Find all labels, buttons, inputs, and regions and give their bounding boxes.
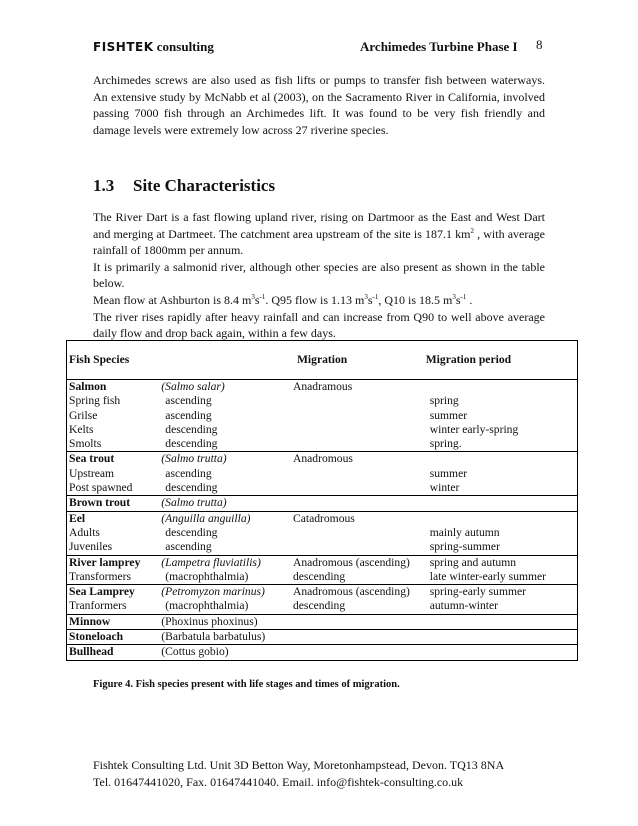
table-header-row xyxy=(67,341,578,380)
latin-name-cell: ascending xyxy=(165,466,212,480)
migration-period-cell: spring and autumn xyxy=(424,555,578,570)
table-row xyxy=(67,394,578,408)
latin-name-cell: (Lampetra fluviatilis) xyxy=(159,555,291,570)
species-name-cell: Salmon xyxy=(69,380,107,393)
species-name-cell: Stoneloach xyxy=(67,630,160,645)
migration-cell: descending xyxy=(292,599,346,613)
latin-name-cell: ascending xyxy=(165,540,212,554)
migration-cell: descending xyxy=(292,569,346,583)
migration-period-cell: spring. xyxy=(429,437,462,451)
table-row xyxy=(67,540,578,555)
migration-period-cell xyxy=(424,511,578,526)
migration-cell xyxy=(291,496,424,511)
migration-cell: Anadramous xyxy=(292,380,353,393)
migration-period-cell: autumn-winter xyxy=(429,599,498,613)
latin-name-cell: ascending xyxy=(165,408,212,422)
brand-name xyxy=(93,39,214,55)
migration-period-cell: mainly autumn xyxy=(429,525,500,539)
table-row xyxy=(67,570,578,585)
figure-caption: Figure 4. Fish species present with life stages and times of migration. xyxy=(93,679,400,690)
intro-paragraph: Archimedes screws are also used as fish lifts or pumps to transfer fish between waterways. An extensive study by McNabb et al (2003), on the Sacramento River in California, involved passing 7000 fish through an Archimedes lift. It was found to be very fish friendly and damage levels were extremely low across 27 riverine species. xyxy=(93,73,545,137)
document-title: Archimedes Turbine Phase I xyxy=(360,39,518,54)
table-row xyxy=(67,380,578,395)
migration-cell xyxy=(291,645,424,660)
page-number: 8 xyxy=(536,37,543,52)
table-row xyxy=(67,585,578,600)
species-name-cell: Minnow xyxy=(67,614,160,629)
species-name-cell: Adults xyxy=(69,525,100,539)
latin-name-cell: (Salmo trutta) xyxy=(159,452,291,467)
migration-cell: Anadromous xyxy=(291,452,424,467)
latin-name-cell: (Salmo trutta) xyxy=(159,496,291,511)
section-number: 1.3 xyxy=(93,176,115,195)
brand-logo: FISHTEK xyxy=(93,40,154,54)
species-name-cell: Transformers xyxy=(69,569,132,583)
species-name-cell: Brown trout xyxy=(67,496,160,511)
latin-name-cell: descending xyxy=(165,437,218,451)
latin-name-cell: (Cottus gobio) xyxy=(159,645,291,660)
table-row xyxy=(67,599,578,614)
table-row xyxy=(67,467,578,481)
site-paragraph-catchment: The River Dart is a fast flowing upland river, rising on Dartmoor as the East and West Dart and merging at Dartmeet. The catchment area upstream of the site is 187.1 $km^2$ , with average rainfall of 1800mm per annum. xyxy=(93,210,545,258)
site-paragraph-flow: Mean flow at Ashburton is 8.4 $m^3s^{-1}$. Q95 flow is 1.13 $m^3s^{-1}$, Q10 is 18.5 $m^3s^{-1}$ . xyxy=(93,292,473,307)
migration-cell: Anadromous (ascending) xyxy=(291,585,424,600)
migration-period-cell: summer xyxy=(429,466,468,480)
header-migration: Migration xyxy=(291,341,424,380)
species-name-cell: Eel xyxy=(67,511,160,526)
table-row xyxy=(67,630,578,645)
migration-period-cell xyxy=(424,452,578,467)
table-row xyxy=(67,437,578,452)
species-name-cell: River lamprey xyxy=(67,555,160,570)
section-title: Site Characteristics xyxy=(133,176,276,195)
table-row xyxy=(67,423,578,437)
species-name-cell: Kelts xyxy=(69,422,94,436)
species-name-cell: Juveniles xyxy=(69,540,113,554)
species-name-cell: Smolts xyxy=(69,437,102,451)
migration-period-cell xyxy=(424,496,578,511)
table-row xyxy=(67,614,578,629)
site-characteristics-text xyxy=(93,209,545,342)
migration-cell xyxy=(291,630,424,645)
migration-period-cell: spring xyxy=(429,394,459,408)
table-row xyxy=(67,452,578,467)
migration-period-cell xyxy=(424,645,578,660)
migration-cell xyxy=(291,540,424,555)
migration-period-cell xyxy=(424,380,578,395)
page-footer xyxy=(93,757,504,790)
table-row xyxy=(67,645,578,660)
migration-period-cell: late winter-early summer xyxy=(429,569,547,583)
table-row xyxy=(67,481,578,496)
latin-name-cell: (Barbatula barbatulus) xyxy=(159,630,291,645)
migration-cell xyxy=(291,526,424,540)
site-paragraph-species: It is primarily a salmonid river, although other species are also present as shown in the table below. xyxy=(93,259,545,291)
species-name-cell: Spring fish xyxy=(69,394,121,408)
migration-period-cell xyxy=(424,614,578,629)
migration-cell xyxy=(291,394,424,408)
latin-name-cell: descending xyxy=(165,525,218,539)
species-name-cell: Sea Lamprey xyxy=(67,585,160,600)
migration-cell xyxy=(291,467,424,481)
migration-cell: Anadromous (ascending) xyxy=(291,555,424,570)
site-paragraph-rises: The river rises rapidly after heavy rainfall and can increase from Q90 to well above average daily flow and drop back again, within a few days. xyxy=(93,309,545,341)
species-name-cell: Upstream xyxy=(69,466,115,480)
migration-cell xyxy=(291,437,424,452)
footer-address: Fishtek Consulting Ltd. Unit 3D Betton Way, Moretonhampstead, Devon. TQ13 8NA xyxy=(93,758,505,772)
latin-name-cell: (Anguilla anguilla) xyxy=(159,511,291,526)
header-fish-species: Fish Species xyxy=(67,341,291,380)
species-name-cell: Grilse xyxy=(69,408,98,422)
latin-name-cell: (macrophthalmia) xyxy=(165,569,249,583)
fish-species-table xyxy=(66,340,578,661)
latin-name-cell: ascending xyxy=(165,394,212,408)
latin-name-cell: descending xyxy=(165,422,218,436)
species-name-cell: Tranformers xyxy=(69,599,127,613)
migration-cell xyxy=(291,614,424,629)
table-row xyxy=(67,496,578,511)
migration-period-cell: summer xyxy=(429,408,468,422)
migration-period-cell: spring-early summer xyxy=(424,585,578,600)
migration-cell xyxy=(291,423,424,437)
migration-cell: Catadromous xyxy=(291,511,424,526)
table-row xyxy=(67,555,578,570)
migration-cell xyxy=(291,409,424,423)
migration-period-cell xyxy=(424,630,578,645)
table-row xyxy=(67,511,578,526)
footer-contact: Tel. 01647441020, Fax. 01647441040. Email. info@fishtek-consulting.co.uk xyxy=(93,774,464,789)
species-name-cell: Post spawned xyxy=(69,481,133,495)
migration-period-cell: winter xyxy=(429,481,460,495)
table-row xyxy=(67,526,578,540)
latin-name-cell: (Salmo salar) xyxy=(161,380,225,393)
latin-name-cell: descending xyxy=(165,481,218,495)
table-row xyxy=(67,409,578,423)
latin-name-cell: (macrophthalmia) xyxy=(165,599,249,613)
migration-period-cell: spring-summer xyxy=(429,540,500,554)
species-name-cell: Bullhead xyxy=(67,645,160,660)
brand-suffix: consulting xyxy=(153,39,214,54)
latin-name-cell: (Phoxinus phoxinus) xyxy=(159,614,291,629)
section-heading xyxy=(93,176,275,196)
species-name-cell: Sea trout xyxy=(67,452,160,467)
header-migration-period: Migration period xyxy=(424,341,578,380)
migration-period-cell: winter early-spring xyxy=(429,422,519,436)
latin-name-cell: (Petromyzon marinus) xyxy=(159,585,291,600)
migration-cell xyxy=(291,481,424,496)
